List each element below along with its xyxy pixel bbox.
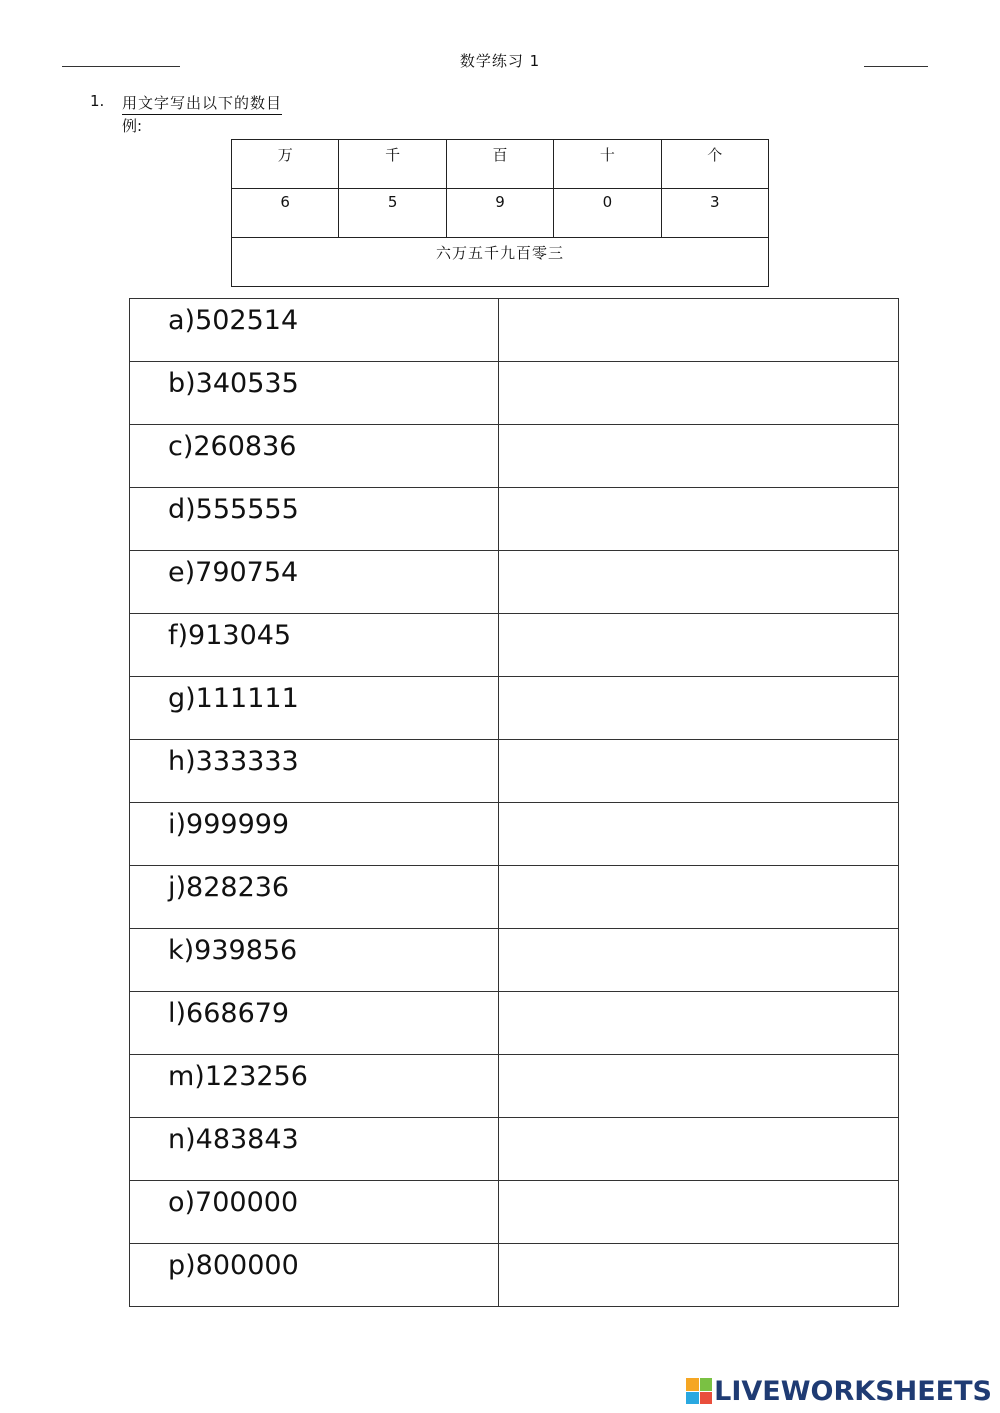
digit-cell: 3 [661,189,768,238]
number-label: o)700000 [168,1187,299,1218]
answer-input-box[interactable] [499,488,898,550]
answer-row [130,1181,899,1244]
number-cell [130,362,499,425]
answer-row [130,866,899,929]
answer-input-box[interactable] [499,740,898,802]
example-label: 例: [122,117,143,135]
answer-cell[interactable] [499,803,899,866]
number-label: f)913045 [168,620,292,651]
answer-row [130,299,899,362]
answer-row [130,1055,899,1118]
number-label: k)939856 [168,935,298,966]
digit-cell: 6 [232,189,339,238]
example-table [231,139,769,287]
answer-cell[interactable] [499,299,899,362]
answer-input-box[interactable] [499,362,898,424]
number-label: n)483843 [168,1124,299,1155]
answer-input-box[interactable] [499,1244,898,1306]
answer-input-box[interactable] [499,614,898,676]
watermark-text: LIVEWORKSHEETS [714,1375,992,1407]
digit-cell: 9 [446,189,553,238]
logo-tile [700,1392,713,1405]
number-cell [130,866,499,929]
number-cell [130,1181,499,1244]
number-cell [130,488,499,551]
place-value-row [232,140,769,189]
place-value-header: 万 [232,140,339,189]
place-value-header: 百 [446,140,553,189]
answer-cell[interactable] [499,614,899,677]
answer-input-box[interactable] [499,929,898,991]
answer-table [129,298,899,1307]
answer-cell[interactable] [499,929,899,992]
answer-input-box[interactable] [499,1055,898,1117]
logo-tile [686,1378,699,1391]
answer-cell[interactable] [499,488,899,551]
answer-input-box[interactable] [499,677,898,739]
digit-cell: 0 [554,189,661,238]
number-cell [130,992,499,1055]
place-value-header: 十 [554,140,661,189]
number-cell [130,425,499,488]
answer-row [130,551,899,614]
date-blank-line[interactable] [864,66,928,67]
answer-input-box[interactable] [499,1181,898,1243]
answer-input-box[interactable] [499,866,898,928]
number-cell [130,299,499,362]
number-label: h)333333 [168,746,299,777]
number-label: b)340535 [168,368,299,399]
answer-cell[interactable] [499,362,899,425]
number-label: j)828236 [168,872,290,903]
answer-cell[interactable] [499,1181,899,1244]
answer-row [130,614,899,677]
number-cell [130,1244,499,1307]
number-cell [130,551,499,614]
answer-input-box[interactable] [499,803,898,865]
answer-cell[interactable] [499,992,899,1055]
words-row [232,238,769,287]
number-label: p)800000 [168,1250,299,1281]
answer-cell[interactable] [499,740,899,803]
answer-cell[interactable] [499,1055,899,1118]
answer-cell[interactable] [499,1244,899,1307]
number-label: g)111111 [168,683,299,714]
number-cell [130,929,499,992]
liveworksheets-watermark [686,1375,992,1407]
answer-row [130,740,899,803]
number-cell [130,1055,499,1118]
question-number: 1. [90,92,105,110]
answer-input-box[interactable] [499,299,898,361]
answer-row [130,425,899,488]
answer-row [130,677,899,740]
digit-row [232,189,769,238]
place-value-header: 千 [339,140,446,189]
question-instruction: 用文字写出以下的数目 [122,92,282,115]
example-in-words: 六万五千九百零三 [232,238,769,287]
number-label: m)123256 [168,1061,308,1092]
answer-cell[interactable] [499,866,899,929]
logo-tile [686,1392,699,1405]
answer-row [130,1244,899,1307]
digit-cell: 5 [339,189,446,238]
answer-row [130,1118,899,1181]
answer-cell[interactable] [499,551,899,614]
logo-tile [700,1378,713,1391]
page-title: 数学练习 1 [459,52,541,70]
answer-input-box[interactable] [499,1118,898,1180]
number-label: a)502514 [168,305,299,336]
answer-row [130,362,899,425]
number-cell [130,614,499,677]
number-cell [130,677,499,740]
answer-row [130,488,899,551]
answer-row [130,929,899,992]
answer-input-box[interactable] [499,551,898,613]
number-label: c)260836 [168,431,297,462]
answer-row [130,992,899,1055]
answer-cell[interactable] [499,677,899,740]
liveworksheets-logo-icon [686,1378,712,1404]
place-value-header: 个 [661,140,768,189]
number-label: i)999999 [168,809,290,840]
answer-cell[interactable] [499,1118,899,1181]
number-label: d)555555 [168,494,299,525]
number-cell [130,803,499,866]
number-cell [130,740,499,803]
answer-input-box[interactable] [499,992,898,1054]
answer-cell[interactable] [499,425,899,488]
number-label: e)790754 [168,557,299,588]
answer-input-box[interactable] [499,425,898,487]
number-label: l)668679 [168,998,290,1029]
number-cell [130,1118,499,1181]
answer-row [130,803,899,866]
